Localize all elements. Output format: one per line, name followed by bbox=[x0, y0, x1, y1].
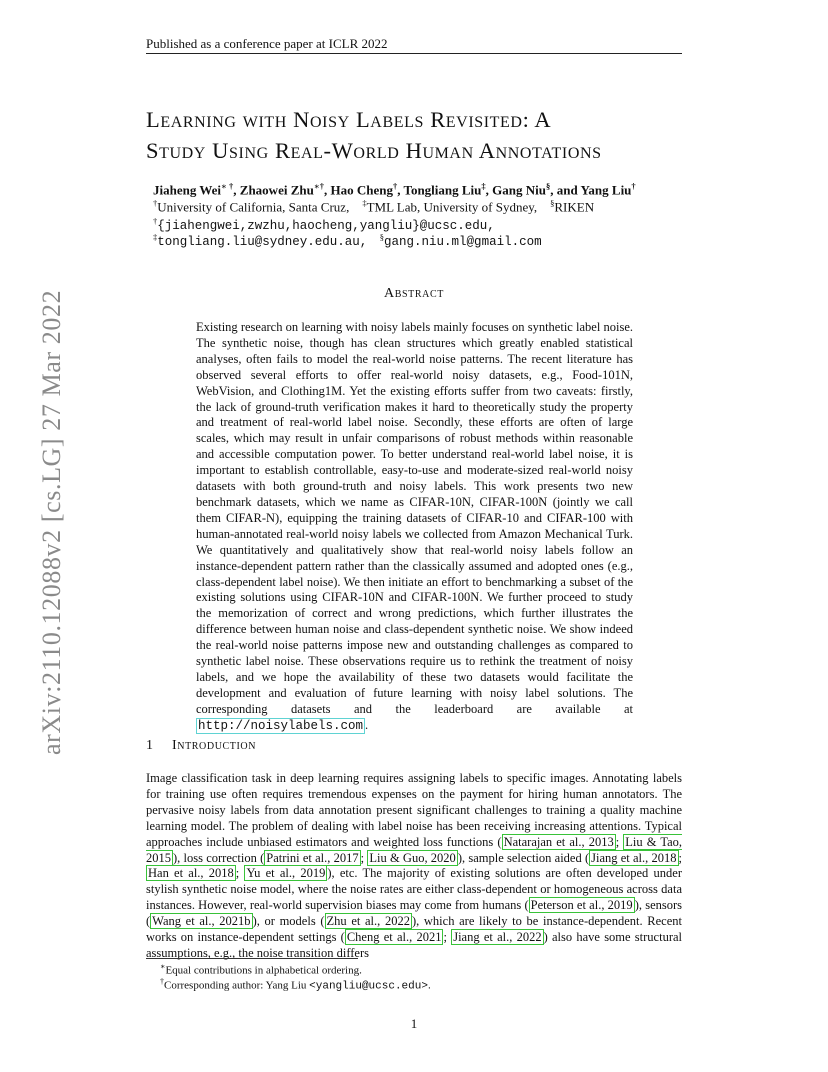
citation-link[interactable]: Han et al., 2018 bbox=[148, 866, 234, 881]
abstract-end: . bbox=[365, 717, 369, 732]
intro-text: ), sensors ( bbox=[146, 898, 683, 929]
author-separator: , bbox=[233, 182, 240, 198]
citation-link[interactable]: Peterson et al., 2019 bbox=[530, 898, 633, 913]
footnote-equal-contribution bbox=[160, 962, 362, 977]
affiliation-line-2 bbox=[153, 216, 495, 233]
author-affiliation-mark: ∗† bbox=[313, 181, 324, 191]
abstract-heading: Abstract bbox=[384, 286, 444, 301]
abstract-text: Existing research on learning with noisy labels mainly focuses on synthetic label noise. The synthetic noise, though has clean structures which greatly enabled statistical analyses, often fails to model the real-world noise patterns. The recent literature has observed several efforts to offer real-world noisy datasets, e.g., Food-101N, WebVision, and Clothing1M. Yet the existing efforts suffer from two caveats: firstly, the lack of ground-truth verification makes it hard to theoretically study the property and treatment of real-world label noise. Secondly, these efforts are often of large scales, which may result in unfair comparisons of robust methods within reasonable and accessible computation power. To better understand real-world label noise, it is important to establish controllable, easy-to-use and moderate-sized real-world noisy datasets with both ground-truth and noisy labels. This work presents two new benchmark datasets, which we name as CIFAR-10N, CIFAR-100N (jointly we call them CIFAR-N), equipping the training datasets of CIFAR-10 and CIFAR-100 with human-annotated real-world noisy labels we collected from Amazon Mechanical Turk. We quantitatively and qualitatively show that real-world noisy labels follow an instance-dependent pattern rather than the classically assumed and adopted ones (e.g., class-dependent label noise). We then initiate an effort to benchmarking a subset of the existing solutions using CIFAR-10N and CIFAR-100N. We further proceed to study the memorization of correct and wrong predictions, which further illustrates the difference between human noise and class-dependent synthetic noise. We show indeed the real-world noise patterns impose new and outstanding challenges as compared to synthetic label noise. These observations require us to rethink the treatment of noisy labels, and we hope the availability of these two datasets would facilitate the development and evaluation of future learning with noisy label solutions. The corresponding datasets and the leaderboard are available at bbox=[196, 320, 633, 716]
intro-text: ; bbox=[360, 850, 368, 865]
citation-link[interactable]: Liu & Guo, 2020 bbox=[369, 850, 456, 865]
running-header: Published as a conference paper at ICLR 2022 bbox=[146, 36, 388, 51]
citation-link[interactable]: Wang et al., 2021b bbox=[152, 914, 251, 929]
author-affiliation-mark: † bbox=[631, 181, 636, 191]
author-separator: , bbox=[397, 182, 404, 198]
footnote-end: . bbox=[427, 979, 431, 992]
author-affiliation-mark: ∗ † bbox=[221, 181, 234, 191]
citation-link[interactable]: Jiang et al., 2018 bbox=[591, 850, 677, 865]
intro-text: ), which are likely to be instance-dependent. Recent works on instance-dependent settings ( bbox=[146, 914, 682, 945]
affiliation-mark: § bbox=[550, 198, 555, 208]
arxiv-identifier-stamp: arXiv:2110.12088v2 [cs.LG] 27 Mar 2022 bbox=[37, 289, 66, 755]
author-affiliation-mark: ‡ bbox=[481, 181, 486, 191]
affiliation-mark: § bbox=[379, 232, 385, 242]
affiliation-sydney: TML Lab, University of Sydney, bbox=[366, 199, 538, 215]
author-affiliation-mark: † bbox=[392, 181, 398, 191]
author-name: Jiaheng Wei bbox=[153, 182, 222, 198]
affiliation-mark: ‡ bbox=[153, 232, 158, 242]
abstract-body bbox=[196, 320, 633, 735]
footnote-corresponding-author bbox=[160, 977, 431, 993]
section-number: 1 bbox=[146, 738, 153, 753]
intro-text: ; bbox=[235, 866, 245, 881]
affiliation-line-3 bbox=[153, 232, 542, 249]
intro-text: Image classification task in deep learning requires assigning labels to specific images. Annotating labels for training use often requires tremendous expenses on the payment for hiring human annotators. The pervasive noisy labels from data annotation present significant challenges to training a quality machine learning model. The problem of dealing with label noise has been receiving increasing attentions. Typical approaches include unbiased estimators and weighted loss functions ( bbox=[146, 771, 682, 849]
footnote-text: Corresponding author: Yang Liu bbox=[164, 979, 307, 992]
intro-text: ; bbox=[678, 850, 683, 865]
citation-link[interactable]: Zhu et al., 2022 bbox=[326, 914, 410, 929]
citation-link[interactable]: Cheng et al., 2021 bbox=[346, 930, 442, 945]
intro-text: ) also have some structural assumptions, e.g., the noise transition differs bbox=[146, 930, 683, 960]
email-niu[interactable]: gang.niu.ml@gmail.com bbox=[384, 235, 542, 250]
affiliation-riken: RIKEN bbox=[554, 199, 595, 215]
intro-text: ), sample selection aided ( bbox=[457, 850, 590, 865]
affiliation-line-1 bbox=[153, 198, 594, 215]
section-heading bbox=[146, 738, 256, 754]
author-separator: , bbox=[485, 182, 493, 198]
citation-link[interactable]: Patrini et al., 2017 bbox=[266, 850, 359, 865]
intro-text: ; bbox=[615, 834, 624, 849]
dataset-url-link[interactable]: http://noisylabels.com bbox=[198, 718, 364, 733]
footnote-mark: ∗ bbox=[160, 962, 166, 971]
title-line-1: Learning with Noisy Labels Revisited: A bbox=[146, 107, 552, 132]
affiliation-mark: † bbox=[153, 216, 158, 226]
title-line-2: Study Using Real-World Human Annotations bbox=[146, 138, 602, 163]
citation-link[interactable]: Yu et al., 2019 bbox=[246, 866, 326, 881]
author-name: Tongliang Liu bbox=[403, 182, 482, 198]
author-affiliation-mark: § bbox=[545, 181, 551, 191]
affiliation-ucsc: University of California, Santa Cruz, bbox=[157, 199, 350, 215]
section-title: Introduction bbox=[172, 738, 257, 753]
intro-text: ), loss correction ( bbox=[173, 850, 265, 865]
page-number: 1 bbox=[410, 1016, 418, 1031]
author-separator: , and bbox=[550, 182, 581, 198]
citation-link[interactable]: Natarajan et al., 2013 bbox=[503, 834, 614, 849]
intro-text: ), or models ( bbox=[252, 914, 325, 929]
email-ucsc[interactable]: {jiahengwei,zwzhu,haocheng,yangliu}@ucsc.edu, bbox=[157, 219, 495, 234]
footnote-text: Equal contributions in alphabetical ordering. bbox=[165, 964, 362, 977]
author-name: Gang Niu bbox=[492, 182, 546, 198]
corresponding-email[interactable]: <yangliu@ucsc.edu> bbox=[309, 980, 428, 993]
intro-text: ; bbox=[443, 930, 452, 945]
affiliation-mark: ‡ bbox=[362, 198, 367, 208]
email-sydney[interactable]: tongliang.liu@sydney.edu.au, bbox=[157, 235, 368, 250]
header-rule bbox=[146, 53, 682, 54]
paper-title bbox=[146, 104, 706, 166]
footnote-mark: † bbox=[160, 977, 164, 986]
introduction-paragraph bbox=[146, 771, 682, 962]
author-name: Yang Liu bbox=[580, 182, 632, 198]
author-separator: , bbox=[323, 182, 331, 198]
footnote-rule bbox=[146, 958, 358, 959]
author-name: Hao Cheng bbox=[330, 182, 393, 198]
author-name: Zhaowei Zhu bbox=[239, 182, 314, 198]
citation-link[interactable]: Jiang et al., 2022 bbox=[453, 930, 542, 945]
intro-text: ), etc. The majority of existing solutions are often developed under stylish synthetic noise model, where the noise rates are either class-dependent or homogeneous across data instances. However, real-world supervision biases may come from humans ( bbox=[146, 866, 682, 913]
citation-link[interactable]: Liu & Tao, 2015 bbox=[146, 834, 683, 865]
author-list bbox=[153, 181, 693, 198]
affiliation-mark: † bbox=[153, 198, 158, 208]
